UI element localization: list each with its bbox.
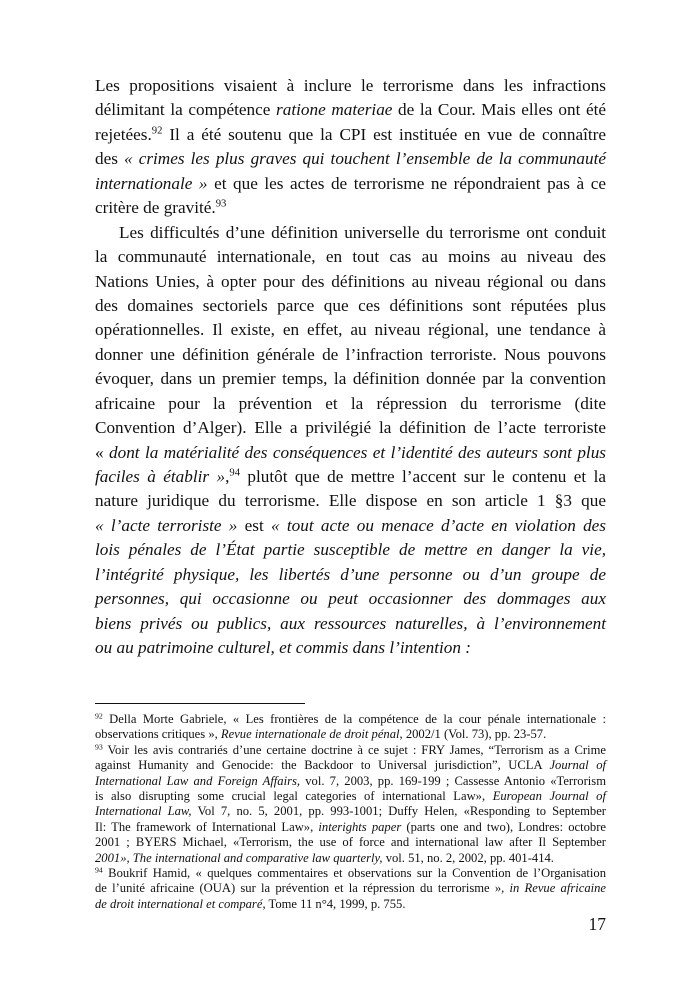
italic-text: International Law, bbox=[95, 804, 192, 819]
italic-text: « tout acte ou menace d’acte en violation des bbox=[271, 515, 606, 535]
footnote-line bbox=[95, 897, 606, 912]
italic-text: de droit international et comparé bbox=[95, 896, 263, 911]
body-line bbox=[95, 636, 606, 660]
page-number: 17 bbox=[588, 914, 606, 934]
footnote-line bbox=[95, 881, 606, 896]
footnote-line bbox=[95, 820, 606, 835]
text-segment: against Humanity and Genocide: the Backdoor to Universal jurisdiction”, UCLA bbox=[95, 758, 550, 773]
text-segment: Les propositions visaient à inclure le terrorisme dans les infractions bbox=[95, 76, 606, 95]
footnote-line bbox=[95, 835, 606, 850]
italic-text: interights paper bbox=[318, 819, 402, 834]
italic-text: dont la matérialité des conséquences et l’identité des auteurs sont plus bbox=[109, 442, 606, 462]
text-segment: « bbox=[95, 442, 109, 462]
footnote-line bbox=[95, 727, 606, 742]
footnote-ref: 94 bbox=[95, 865, 103, 875]
body-line bbox=[95, 318, 606, 342]
text-segment: vol. 7, 2003, pp. 169-199 ; Cassesse Antonio «Terrorism bbox=[300, 773, 606, 788]
footnote-line bbox=[95, 712, 606, 727]
body-line bbox=[95, 74, 606, 98]
body-line bbox=[95, 294, 606, 318]
italic-text: 2001», The international and comparative law quarterly, bbox=[95, 850, 383, 865]
body-line bbox=[95, 221, 606, 245]
footnote-ref: 93 bbox=[215, 198, 227, 210]
footnote-ref: 92 bbox=[151, 125, 163, 137]
text-segment: , Tome 11 n°4, 1999, p. 755. bbox=[262, 896, 406, 911]
body-line bbox=[95, 196, 606, 220]
text-segment: Il a été soutenu que la CPI est instituée en vue de connaître bbox=[162, 124, 606, 144]
body-line bbox=[95, 416, 606, 440]
text-segment: des bbox=[95, 149, 125, 169]
body-line bbox=[95, 489, 606, 513]
text-segment: , bbox=[225, 467, 230, 486]
body-line bbox=[95, 343, 606, 367]
text-segment: rejetées. bbox=[95, 124, 152, 144]
body-line bbox=[95, 123, 606, 147]
text-segment: Convention d’Alger). Elle a privilégié la définition de l’acte terroriste bbox=[95, 418, 606, 438]
text-segment: 2001 ; BYERS Michael, «Terrorism, the use of force and international law after Il September bbox=[95, 835, 606, 850]
text-segment: la communauté internationale, en tout cas au moins au niveau des bbox=[95, 247, 606, 267]
body-text bbox=[95, 74, 606, 661]
italic-text: ratione materiae bbox=[276, 100, 393, 120]
footnote-line bbox=[95, 851, 606, 866]
footnote-line bbox=[95, 804, 606, 819]
italic-text: in Revue africaine bbox=[509, 881, 606, 896]
italic-text: l’intégrité physique, les libertés d’une personne ou d’un groupe de bbox=[95, 564, 606, 584]
italic-text: internationale » bbox=[95, 173, 208, 193]
italic-text: lois pénales de l’État partie susceptible de mettre en danger la vie, bbox=[95, 540, 606, 560]
text-segment: , 2002/1 (Vol. 73), pp. 23-57. bbox=[399, 727, 547, 742]
footnote-ref: 94 bbox=[229, 467, 241, 479]
italic-text: personnes, qui occasionne ou peut occasionner des dommages aux bbox=[95, 589, 606, 609]
text-segment: donner une définition générale de l’infraction terroriste. Nous pouvons bbox=[95, 344, 606, 364]
text-segment: de la Cour. Mais elles ont été bbox=[392, 100, 607, 120]
body-line bbox=[95, 587, 606, 611]
text-segment: Boukrif Hamid, « quelques commentaires et observations sur la Convention de l’Organisation bbox=[102, 865, 606, 880]
body-line bbox=[95, 612, 606, 636]
text-segment: Les difficultés d’une définition universelle du terrorisme ont conduit bbox=[119, 222, 606, 242]
text-segment: (parts one and two), Londres: octobre bbox=[401, 819, 606, 834]
italic-text: ou au patrimoine culturel, et commis dans l’intention : bbox=[95, 638, 472, 658]
text-segment: africaine pour la prévention et la répression du terrorisme (dite bbox=[95, 393, 606, 413]
body-line bbox=[95, 392, 606, 416]
text-segment: et que les actes de terrorisme ne répondraient pas à ce bbox=[207, 173, 606, 193]
footnote-line bbox=[95, 743, 606, 758]
footnote-ref: 92 bbox=[95, 711, 103, 721]
body-line bbox=[95, 465, 606, 489]
footnote-ref: 93 bbox=[95, 742, 103, 752]
footnote-line bbox=[95, 866, 606, 881]
body-line bbox=[95, 98, 606, 122]
text-segment: vol. 51, no. 2, 2002, pp. 401-414. bbox=[382, 850, 554, 865]
italic-text: faciles à établir » bbox=[95, 467, 226, 486]
footnotes bbox=[95, 712, 606, 912]
text-segment: is also disrupting some crucial legal categories of international Law», bbox=[95, 788, 493, 803]
text-segment: est bbox=[237, 515, 272, 535]
text-segment: évoquer, dans un premier temps, la définition donnée par la convention bbox=[95, 369, 606, 389]
italic-text: Revue internationale de droit pénal bbox=[220, 727, 400, 742]
text-segment: de l’unité africaine (OUA) sur la prévention et la répression du terrorisme », bbox=[95, 881, 510, 896]
body-line bbox=[95, 245, 606, 269]
body-line bbox=[95, 514, 606, 538]
body-line bbox=[95, 367, 606, 391]
text-segment: Vol 7, no. 5, 2001, pp. 993-1001; Duffy Helen, «Responding to September bbox=[191, 804, 606, 819]
italic-text: biens privés ou publics, aux ressources naturelles, à l’environnement bbox=[95, 613, 606, 633]
italic-text: European Journal of bbox=[492, 788, 606, 803]
text-segment: Della Morte Gabriele, « Les frontières de la compétence de la cour pénale internationale : bbox=[102, 712, 606, 726]
text-segment: Il: The framework of International Law», bbox=[95, 819, 319, 834]
italic-text: Journal of bbox=[549, 758, 606, 773]
body-line bbox=[95, 441, 606, 465]
text-segment: Voir les avis contrariés d’une certaine doctrine à ce sujet : FRY James, “Terrorism as a Crime bbox=[102, 742, 606, 757]
footnote-line bbox=[95, 758, 606, 773]
text-segment: observations critiques », bbox=[95, 727, 221, 742]
footnote-line bbox=[95, 774, 606, 789]
text-segment: plutôt que de mettre l’accent sur le contenu et la bbox=[240, 467, 606, 486]
text-segment: des domaines sectoriels parce que ces définitions sont réputées plus bbox=[95, 295, 606, 315]
text-segment: opérationnelles. Il existe, en effet, au niveau régional, une tendance à bbox=[95, 320, 606, 340]
body-line bbox=[95, 270, 606, 294]
italic-text: International Law and Foreign Affairs, bbox=[95, 773, 301, 788]
text-segment: délimitant la compétence bbox=[95, 100, 277, 120]
body-line bbox=[95, 172, 606, 196]
text-segment: Nations Unies, à opter pour des définitions au niveau régional ou dans bbox=[95, 271, 606, 291]
italic-text: « crimes les plus graves qui touchent l’ensemble de la communauté bbox=[124, 149, 606, 169]
body-line bbox=[95, 147, 606, 171]
body-line bbox=[95, 538, 606, 562]
italic-text: « l’acte terroriste » bbox=[95, 515, 238, 535]
body-line bbox=[95, 563, 606, 587]
footnote-separator bbox=[95, 703, 305, 704]
footnote-line bbox=[95, 789, 606, 804]
text-segment: nature juridique du terrorisme. Elle dispose en son article 1 §3 que bbox=[95, 491, 606, 511]
text-segment: critère de gravité. bbox=[95, 198, 216, 218]
